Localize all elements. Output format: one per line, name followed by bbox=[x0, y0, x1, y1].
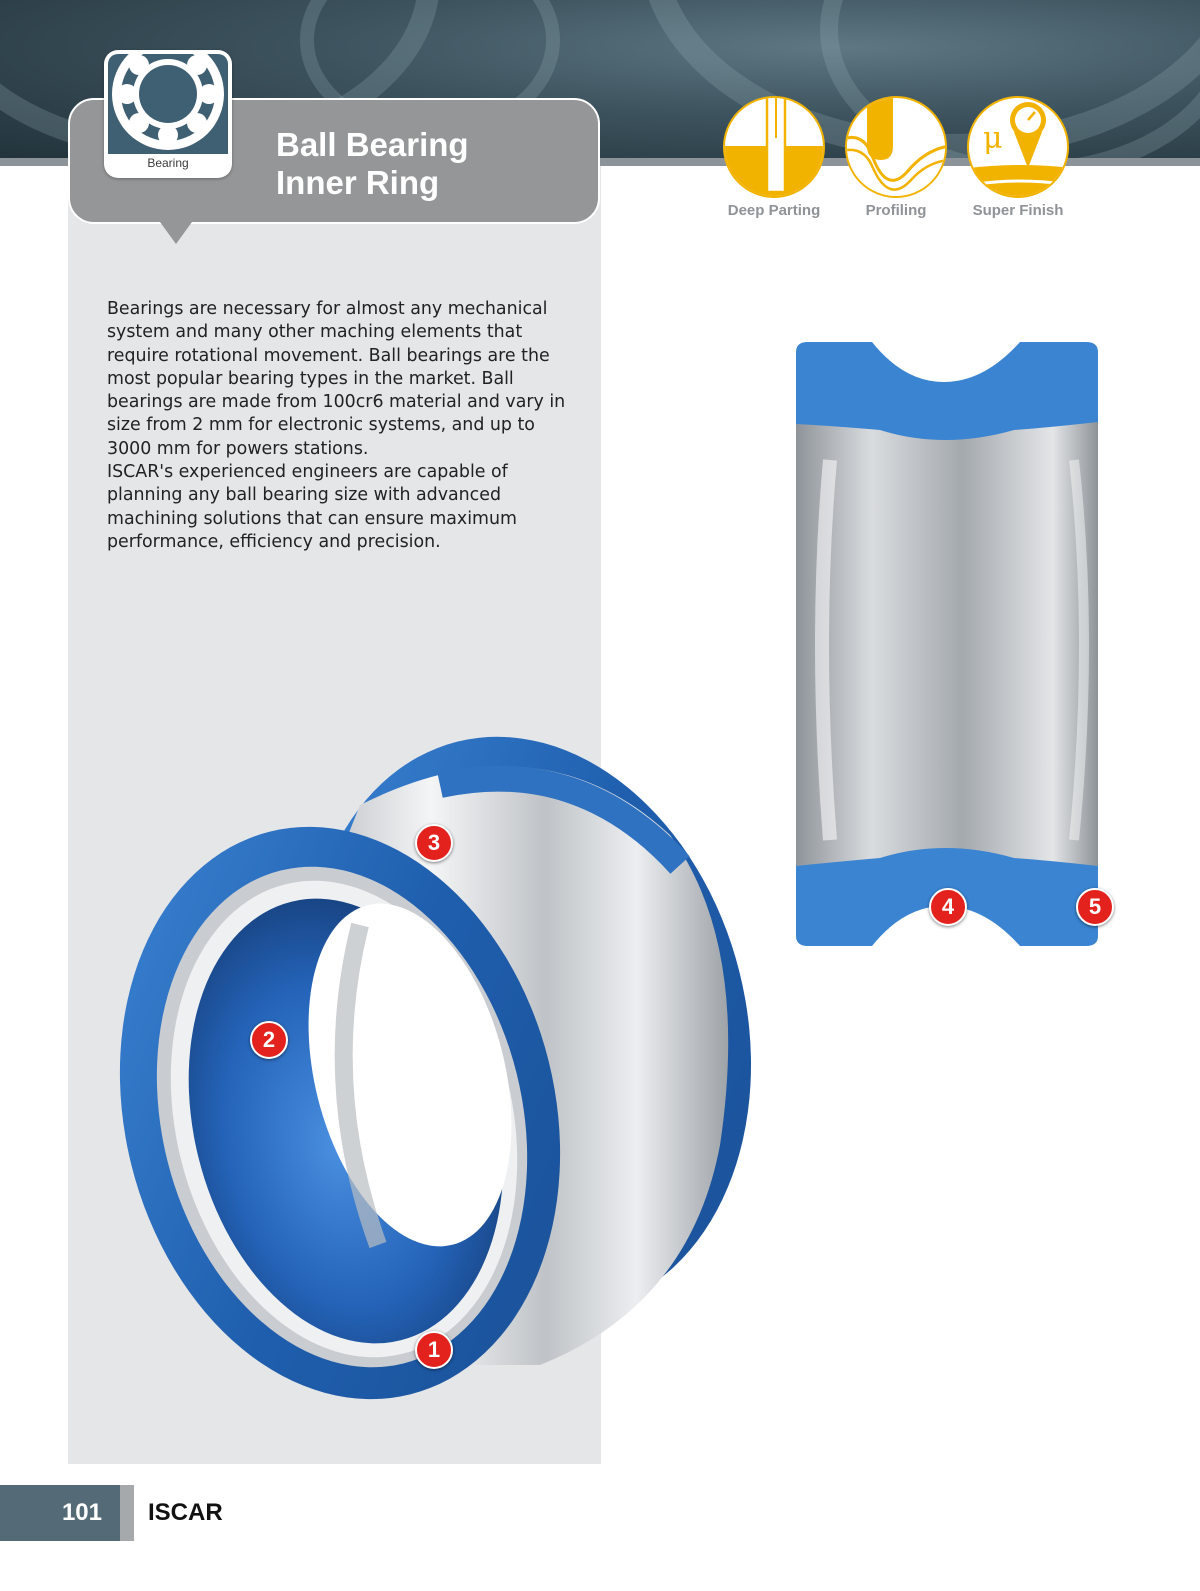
inner-ring-cross-section bbox=[794, 340, 1100, 950]
page-title-line-1: Ball Bearing bbox=[276, 126, 469, 163]
marker-2: 2 bbox=[250, 1021, 288, 1059]
page-title-line-2: Inner Ring bbox=[276, 164, 440, 201]
page-number: 101 bbox=[0, 1485, 120, 1541]
footer-divider bbox=[120, 1485, 134, 1541]
operation-deep-parting bbox=[720, 96, 828, 219]
title-box-pointer bbox=[160, 222, 192, 244]
ball-bearing-icon bbox=[108, 54, 228, 154]
page-title bbox=[276, 126, 586, 202]
brand-name: ISCAR bbox=[148, 1499, 223, 1526]
operation-label: Super Finish bbox=[972, 202, 1064, 219]
marker-1: 1 bbox=[415, 1331, 453, 1369]
description-paragraph-1: Bearings are necessary for almost any mechanical system and many other maching elements that require rotational movement. Ball bearings are the most popular bearing types in the market. Ball bearings are made from 100cr6 material and vary in size from 2 mm for electronic systems, and up to 3000 mm for powers stations. bbox=[107, 299, 566, 459]
description-paragraph-2: ISCAR's experienced engineers are capable of planning any ball bearing size with advanced machining solutions that can ensure maximum performance, efficiency and precision. bbox=[107, 462, 517, 552]
micro-symbol: μ bbox=[983, 121, 1003, 156]
description-text bbox=[107, 298, 577, 554]
logo-label: Bearing bbox=[147, 156, 189, 170]
bearing-logo bbox=[104, 50, 232, 178]
operation-label: Profiling bbox=[865, 202, 927, 219]
marker-4: 4 bbox=[929, 888, 967, 926]
deep-parting-icon bbox=[723, 96, 825, 198]
operation-super-finish bbox=[964, 96, 1072, 219]
super-finish-icon bbox=[967, 96, 1069, 198]
operation-label: Deep Parting bbox=[727, 202, 821, 219]
profiling-icon bbox=[845, 96, 947, 198]
marker-5: 5 bbox=[1076, 888, 1114, 926]
operation-profiling bbox=[842, 96, 950, 219]
marker-3: 3 bbox=[415, 824, 453, 862]
